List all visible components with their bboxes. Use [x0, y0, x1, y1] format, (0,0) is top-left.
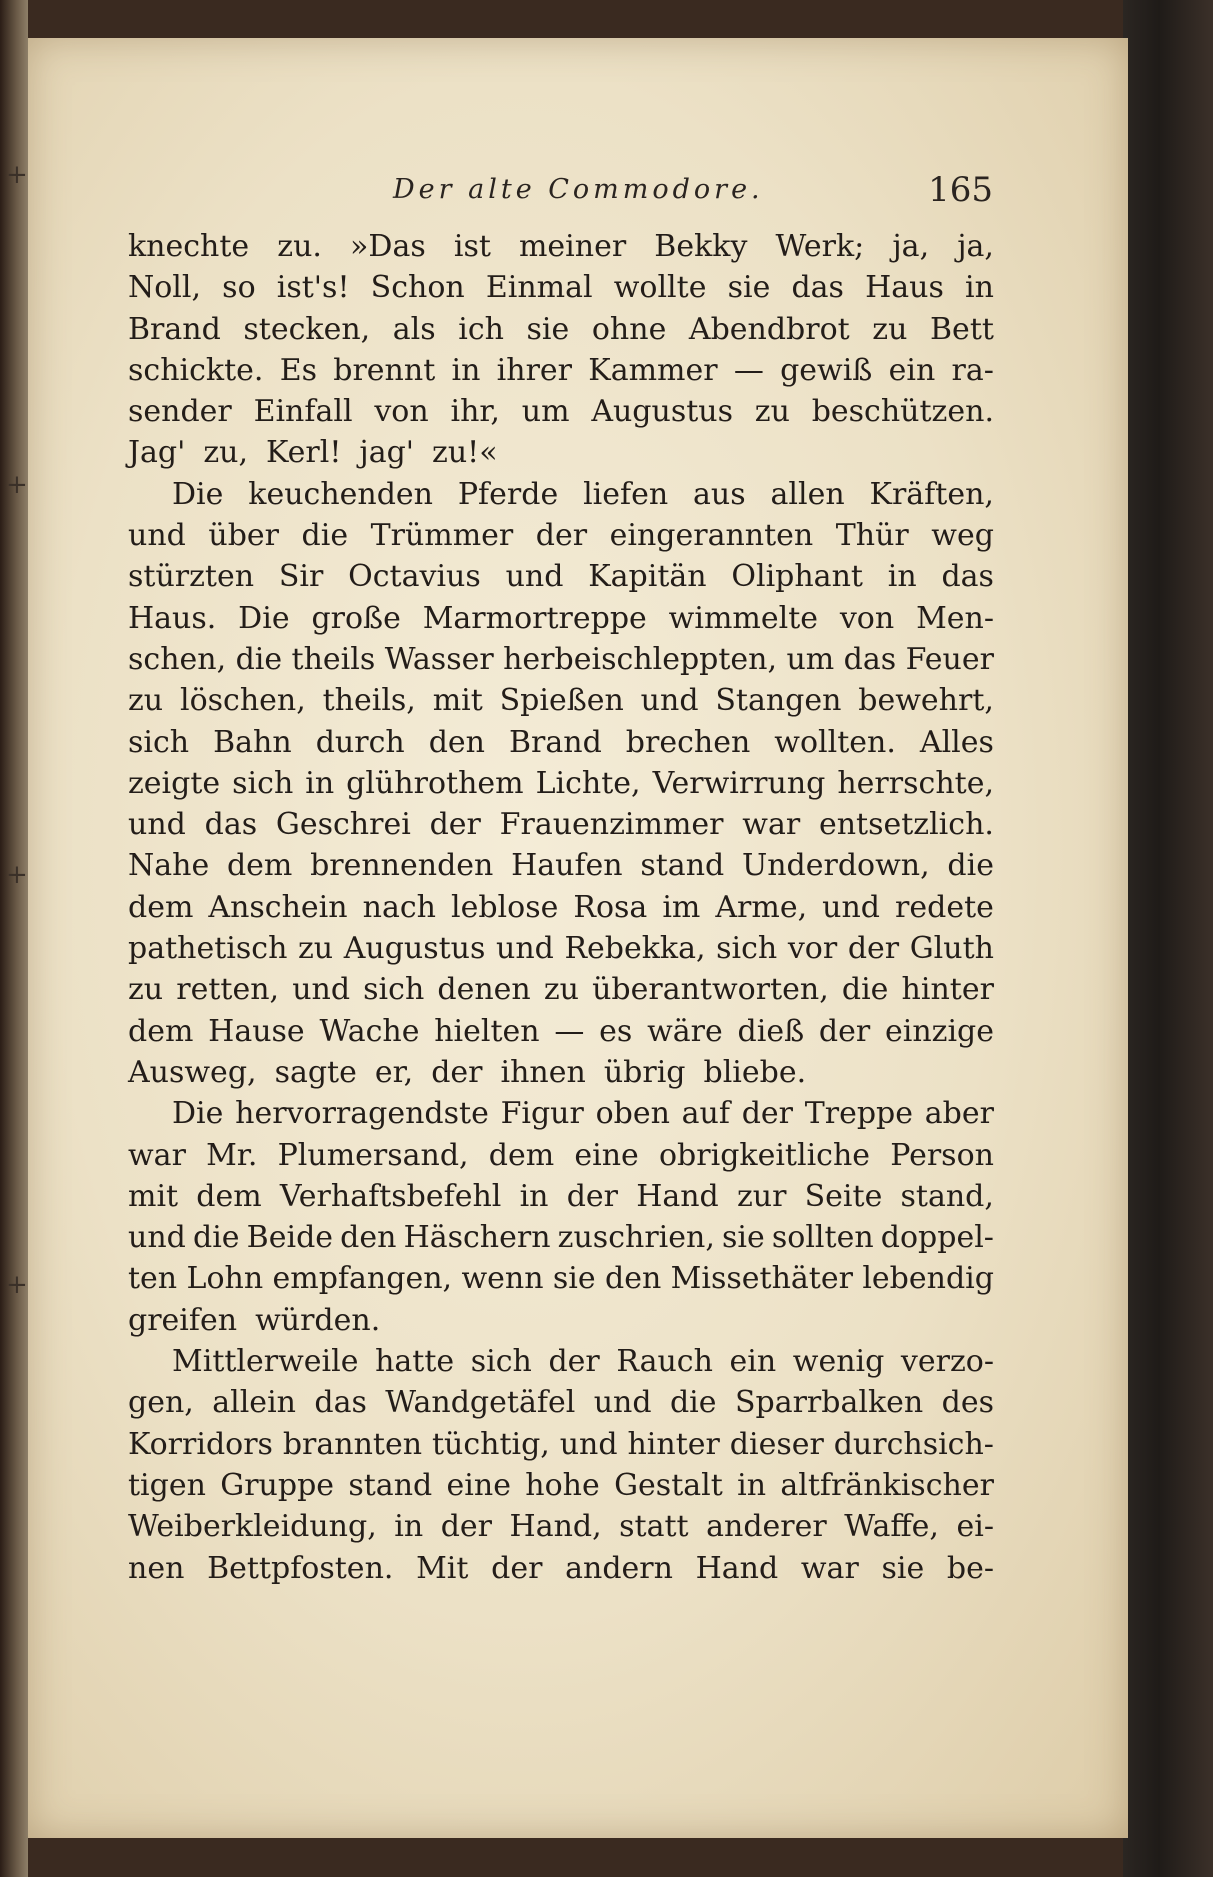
text-line: mit dem Verhaftsbefehl in der Hand zur Seite stand,: [128, 1178, 994, 1214]
text-line: und über die Trümmer der eingerannten Thür weg: [128, 518, 994, 554]
margin-mark: +: [6, 470, 28, 500]
book-binding: [1123, 0, 1213, 1877]
book-edge-left: [0, 0, 28, 1877]
text-line: zeigte sich in glührothem Lichte, Verwirrung herrschte,: [128, 765, 994, 801]
text-line: Haus. Die große Marmortreppe wimmelte von Men-: [128, 600, 994, 636]
text-line: gen, allein das Wandgetäfel und die Sparrbalken des: [128, 1385, 994, 1421]
text-line: Ausweg, sagte er, der ihnen übrig bliebe.: [128, 1054, 807, 1090]
text-line: Weiberkleidung, in der Hand, statt anderer Waffe, ei-: [128, 1509, 994, 1545]
text-line: knechte zu. »Das ist meiner Bekky Werk; ja, ja,: [128, 229, 994, 264]
text-line: dem Anschein nach leblose Rosa im Arme, und redete: [128, 889, 994, 925]
text-line: war Mr. Plumersand, dem eine obrigkeitliche Person: [128, 1137, 994, 1173]
text-line: und das Geschrei der Frauenzimmer war entsetzlich.: [128, 807, 994, 843]
text-line: tigen Gruppe stand eine hohe Gestalt in altfränkischer: [128, 1467, 994, 1503]
text-line: Jag' zu, Kerl! jag' zu!«: [128, 435, 498, 471]
text-line: Die keuchenden Pferde liefen aus allen Kräften,: [172, 476, 994, 512]
text-line: Nahe dem brennenden Haufen stand Underdown, die: [128, 848, 994, 884]
text-line: Noll, so ist's! Schon Einmal wollte sie das Haus in: [128, 270, 994, 306]
text-line: Korridors brannten tüchtig, und hinter dieser durchsich-: [128, 1426, 994, 1462]
text-line: sender Einfall von ihr, um Augustus zu beschützen.: [128, 394, 994, 430]
text-line: stürzten Sir Octavius und Kapitän Oliphant in das: [128, 559, 994, 595]
text-line: ten Lohn empfangen, wenn sie den Missethäter lebendig: [128, 1261, 994, 1297]
running-title: Der alte Commodore.: [393, 174, 764, 205]
margin-mark: +: [6, 860, 28, 890]
text-line: Brand stecken, als ich sie ohne Abendbrot zu Bett: [128, 311, 994, 347]
text-line: dem Hause Wache hielten — es wäre dieß der einzige: [128, 1013, 994, 1049]
page-number: 165: [928, 170, 993, 210]
margin-mark: +: [6, 1270, 28, 1300]
text-line: Die hervorragendste Figur oben auf der Treppe aber: [172, 1096, 994, 1132]
text-line: schen, die theils Wasser herbeischleppten, um das Feuer: [128, 641, 994, 677]
body-text: [128, 226, 994, 1589]
text-line: nen Bettpfosten. Mit der andern Hand war sie be-: [128, 1550, 994, 1586]
text-line: schickte. Es brennt in ihrer Kammer — gewiß ein ra-: [128, 352, 994, 388]
page-header: [128, 170, 993, 216]
text-line: pathetisch zu Augustus und Rebekka, sich vor der Gluth: [128, 931, 994, 967]
text-line: greifen würden.: [128, 1302, 381, 1338]
text-line: Mittlerweile hatte sich der Rauch ein wenig verzo-: [172, 1344, 994, 1380]
margin-mark: +: [6, 160, 28, 190]
text-line: sich Bahn durch den Brand brechen wollten. Alles: [128, 724, 994, 760]
text-line: zu löschen, theils, mit Spießen und Stangen bewehrt,: [128, 683, 994, 719]
text-line: und die Beide den Häschern zuschrien, sie sollten doppel-: [128, 1220, 994, 1256]
text-line: zu retten, und sich denen zu überantworten, die hinter: [128, 972, 994, 1008]
